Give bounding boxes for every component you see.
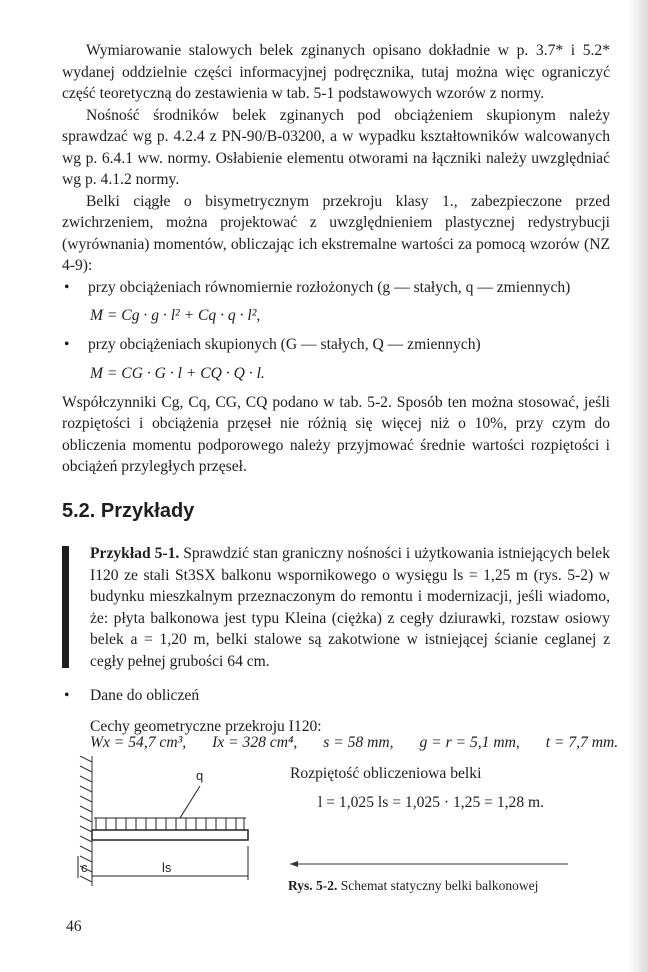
bullet-dot-icon: • [64, 687, 70, 704]
bullet-dot-icon: • [64, 336, 70, 353]
bullet-uniform-loads [62, 277, 610, 299]
q-leader-line [180, 786, 200, 818]
param-wx: Wx = 54,7 cm³, [90, 734, 187, 751]
input-data-title: Dane do obliczeń [90, 687, 200, 704]
paragraph-3: Belki ciągłe o bisymetrycznym przekroju klasy 1., zabezpieczone przed zwichrzeniem, można projektować z uwzględnieniem plastycznej redystrybucji (wyrównania) momentów, obliczając ich ekstremalne wartości za pomocą wzorów (NZ 4-9): [62, 192, 610, 274]
param-s: s = 58 mm, [323, 734, 394, 751]
paragraph-1: Wymiarowanie stalowych belek zginanych opisano dokładnie w p. 3.7* i 5.2* wydanej oddzielnie części informacyjnej podręcznika, tutaj można więc ograniczyć część teoretyczną do zestawienia w tab. 5-1 podstawowych wzorów z normy. [62, 42, 610, 102]
beam [92, 830, 248, 840]
body-text [62, 40, 610, 478]
example-label: Przykład 5-1. [90, 545, 180, 562]
param-g-r: g = r = 5,1 mm, [419, 734, 520, 751]
example-5-1 [90, 543, 610, 672]
load-arrows [94, 818, 246, 830]
bullet-point-loads-text: przy obciążeniach skupionych (G — stałych, Q — zmiennych) [88, 336, 481, 353]
span-title: Rozpiętość obliczeniowa belki [290, 765, 482, 782]
figure-caption-text: Schemat statyczny belki balkonowej [340, 878, 539, 893]
bullet-input-data [62, 685, 622, 707]
page-edge-shadow [628, 0, 648, 972]
page-number: 46 [66, 918, 82, 935]
section-parameters [90, 734, 619, 752]
example-text: Sprawdzić stan graniczny nośności i użytkowania istniejących belek I120 ze stali St3SX balkonu wspornikowego o wysięgu ls = 1,25 m (rys. 5-2) w budynku mieszkalnym przeznaczonym do remontu i modernizacji, jeśli wiadomo, że: płyta balkonowa jest typu Kleina (ciężka) z cegły dziurawki, rozstaw osiowy belek a = 1,20 m, belki stalowe są zakotwione w istniejącej ścianie ceglanej z cegły pełnej grubości 64 cm. [90, 545, 610, 670]
param-t: t = 7,7 mm. [545, 734, 619, 751]
formula-uniform: M = Cg · g · l² + Cq · q · l², [90, 307, 261, 324]
bullet-point-loads [62, 334, 610, 356]
paragraph-4: Współczynniki Cg, Cq, CG, CQ podano w tab. 5-2. Sposób ten można stosować, jeśli rozpiętości i obciążenia przęseł nie różnią się więcej niż o 10%, przy czym do obliczenia momentu podporowego należy przyjmować średnie wartości rozpiętości i obciążeń przyległych przęseł. [62, 393, 610, 475]
example-margin-bar [62, 546, 69, 668]
label-c: c [81, 860, 88, 875]
span-formula: l = 1,025 ls = 1,025 · 1,25 = 1,28 m. [318, 794, 545, 811]
static-scheme-diagram [76, 756, 596, 886]
figure-caption [288, 878, 538, 894]
formula-point: M = CG · G · l + CQ · Q · l. [90, 364, 265, 382]
paragraph-2: Nośność środników belek zginanych pod obciążeniem skupionym należy sprawdzać wg p. 4.2.4 z PN-90/B-03200, a w wypadku kształtowników walcowanych wg p. 6.4.1 ww. normy. Osłabienie elementu otworami na łączniki należy uwzględniać wg p. 4.1.2 normy. [62, 106, 610, 188]
arrow-head-icon [290, 861, 298, 867]
geometry-title: Cechy geometryczne przekroju I120: [90, 717, 322, 735]
bullet-dot-icon: • [64, 278, 70, 296]
bullet-uniform-loads-text: przy obciążeniach równomiernie rozłożonych (g — stałych, q — zmiennych) [88, 278, 571, 296]
section-heading: 5.2. Przykłady [62, 500, 195, 522]
param-ix: Ix = 328 cm⁴, [212, 734, 298, 751]
figure-caption-label: Rys. 5-2. [288, 878, 338, 893]
calculation-data [62, 685, 622, 737]
label-ls: ls [162, 860, 172, 875]
label-q: q [196, 768, 204, 783]
